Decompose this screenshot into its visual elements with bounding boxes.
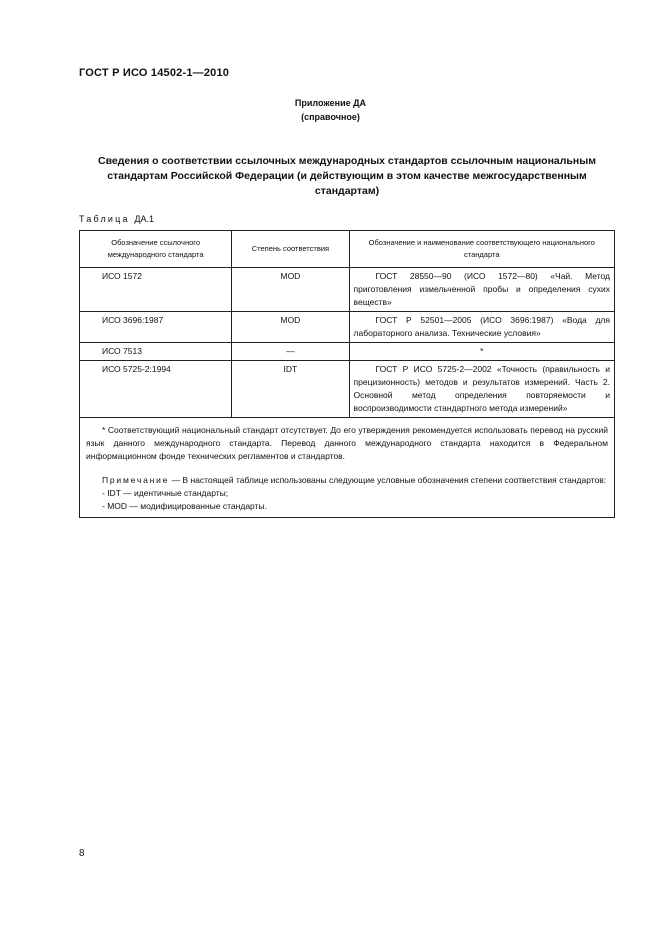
cell-international: ИСО 7513 <box>80 343 232 361</box>
appendix-title: Приложение ДА <box>294 98 367 108</box>
header-international: Обозначение ссылочного международного стандарта <box>80 231 232 268</box>
note-item-idt: - IDT — идентичные стандарты; <box>102 488 229 498</box>
cell-national: ГОСТ 28550—90 (ИСО 1572—80) «Чай. Метод приготовления измельченной пробы и определения сухих веществ» <box>349 268 614 312</box>
table-footnote: * Соответствующий национальный стандарт отсутствует. До его утверждения рекомендуется использовать перевод на русский язык данного международного стандарта. Перевод данного международного стандарта находится в Федеральном информационном фонде технических регламентов и стандартов. <box>86 425 608 461</box>
cell-national: * <box>349 343 614 361</box>
cell-degree: — <box>232 343 349 361</box>
cell-international: ИСО 3696:1987 <box>80 312 232 343</box>
cell-degree: IDT <box>232 361 349 418</box>
header-national: Обозначение и наименование соответствующего национального стандарта <box>349 231 614 268</box>
table-row <box>80 312 615 343</box>
standards-table <box>79 230 615 518</box>
appendix-subtitle: (справочное) <box>301 112 360 122</box>
table-footer-row <box>80 418 615 518</box>
table-caption <box>79 214 154 224</box>
table-row <box>80 268 615 312</box>
table-row <box>80 343 615 361</box>
cell-international: ИСО 5725-2:1994 <box>80 361 232 418</box>
page-number: 8 <box>79 848 85 859</box>
cell-national: ГОСТ Р 52501—2005 (ИСО 3696:1987) «Вода для лабораторного анализа. Технические условия» <box>349 312 614 343</box>
document-header: ГОСТ Р ИСО 14502-1—2010 <box>79 67 230 79</box>
header-degree: Степень соответствия <box>232 231 349 268</box>
table-footer <box>80 418 615 518</box>
cell-degree: MOD <box>232 312 349 343</box>
document-title: Сведения о соответствии ссылочных международных стандартов ссылочным национальным стандартам Российской Федерации (и действующим в этом качестве межгосударственным стандартам) <box>98 155 596 197</box>
note-label: Примечание <box>102 475 170 485</box>
cell-international: ИСО 1572 <box>80 268 232 312</box>
table-note <box>86 474 608 487</box>
table-caption-word: Таблица <box>79 214 130 224</box>
table-row <box>80 361 615 418</box>
table-caption-number: ДА.1 <box>134 214 155 224</box>
appendix-heading <box>0 96 661 124</box>
table-header-row <box>80 231 615 268</box>
cell-national: ГОСТ Р ИСО 5725-2—2002 «Точность (правильность и прецизионность) методов и результатов измерений. Часть 2. Основной метод определения повторяемости и воспроизводимости стандартного метода измерений» <box>349 361 614 418</box>
note-text: — В настоящей таблице использованы следующие условные обозначения степени соответствия стандартов: <box>169 475 607 485</box>
note-item-mod: - MOD — модифицированные стандарты. <box>102 501 267 511</box>
cell-degree: MOD <box>232 268 349 312</box>
